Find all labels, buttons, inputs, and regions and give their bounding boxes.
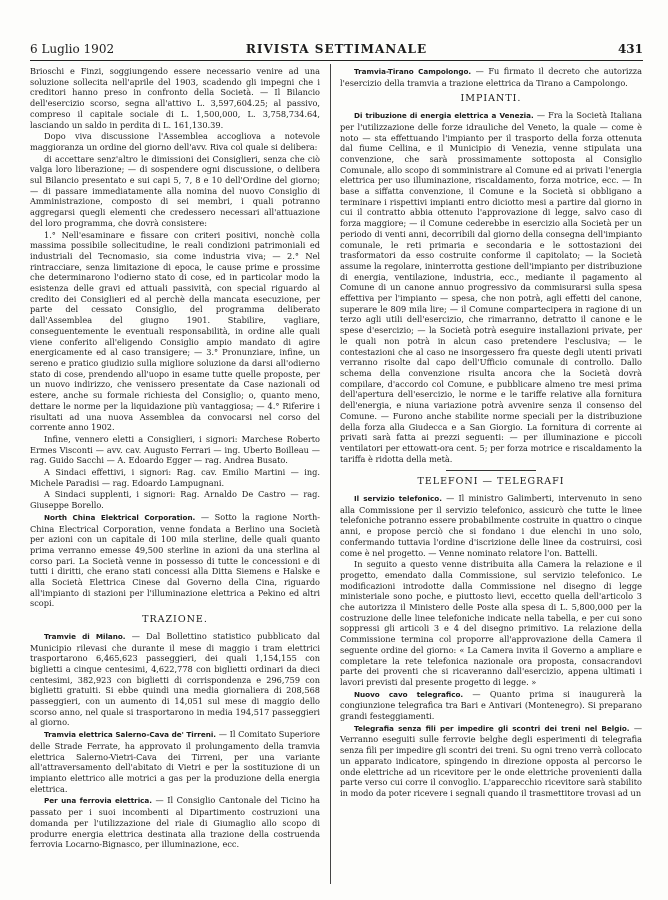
article-text: — Verranno eseguiti sulle ferrovie belghe degli esperimenti di telegrafia senza fili per impedire gli scontri dei treni. Su ogni treno verrà collocato un apparato indicatore, spingendo in direzione opposta al percorso le onde elettriche ad un ricevitore per le onde elettriche provenienti dalla parte verso cui corre il convoglio. L'apparecchio ricevitore sarà stabilito in modo da poter ricevere i segnali quando il trasmettitore trovasi ad un	[340, 722, 642, 798]
article-text: — Quanto prima si inaugurerà la congiunzione telegrafica tra Bari e Antivari (Montenegro). Si preparano grandi festeggiamenti.	[340, 688, 642, 722]
header-rule	[30, 60, 643, 61]
article-ferrovia-elettrica	[30, 795, 320, 850]
section-heading-impianti: IMPIANTI.	[460, 93, 522, 105]
paragraph: Brioschi e Finzi, soggiungendo essere necessario venire ad una soluzione sollecita nell'aprile del 1903, scadendo gli impegni che i creditori hanno preso in confronto della Società. — Il Bilancio dell'esercizio scorso, segna all'attivo L. 3,597,604.25; al passivo, compreso il capitale sociale di L. 1,500,000, L. 3,758,734.64, lasciando un saldo in perdita di L. 161,130.39.	[30, 66, 320, 130]
article-heading: Telegrafia senza fili per impedire gli scontri dei treni nel Belgio.	[354, 723, 630, 733]
page-header	[30, 42, 643, 62]
article-heading: Nuovo cavo telegrafico.	[354, 689, 464, 699]
paragraph: Infine, vennero eletti a Consiglieri, i signori: Marchese Roberto Ermes Visconti — avv. cav. Augusto Ferrari — ing. Uberto Boilleau — rag. Guido Sacchi — A. Edoardo Egger — rag. Andrea Busato.	[30, 433, 320, 466]
section-heading-trazione: TRAZIONE.	[142, 614, 208, 626]
paragraph: A Sindaci supplenti, i signori: Rag. Arnaldo De Castro — rag. Giuseppe Borello.	[30, 489, 320, 511]
paragraph: In seguito a questo venne distribuita alla Camera la relazione e il progetto, emendato dalla Commissione, sul servizio telefonico. Le modificazioni introdotte dalla Commissione nel disegno di legge ministeriale sono poche, e piuttosto lievi, eccetto quella dell'articolo 3 che autorizza il Ministero delle Poste alla spesa di L. 5,800,000 per la costruzione delle linee telefoniche indicate nella tabella, e per cui sono soppressi gli articoli 3 e 4 del disegno primitivo. La relazione della Commissione termina col proporre all'approvazione della Camera il seguente ordine del giorno: « La Camera invita il Governo a ampliare e completare la rete telefonica nazionale ora proposta, consacrandovi parte dei proventi che si ricaveranno dall'esercizio, appena ultimati i lavori previsti dal presente progetto di legge. »	[340, 559, 642, 687]
article-text: — Dal Bollettino statistico pubblicato dal Municipio rilevasi che durante il mese di maggio i tram elettrici trasportarono 6,465,623 passeggieri, dei quali 1,154,155 con biglietti a cinque centesimi, 4,622,778 con biglietti ordinari da dieci centesimi, 382,923 con biglietti di corrispondenza e 296,759 con biglietti gratuiti. Si ebbe quindi una media giornaliera di 208,568 passeggieri, con un aumento di 14,051 sul mese di maggio dello scorso anno, nel quale si trasportarono in media 194,517 passeggieri al giorno.	[30, 630, 320, 728]
page-number: 431	[617, 42, 643, 56]
article-text: — Il Comitato Superiore delle Strade Ferrate, ha approvato il prolungamento della tramvia elettrica Salerno-Vietri-Cava dei Tirreni, per una variante all'attraversamento dell'abitato di Vietri e per la sostituzione di un impianto elettrico alle motrici a gas per la produzione della energia elettrica.	[30, 729, 320, 794]
article-text: — Sotto la ragione North-China Electrical Corporation, venne fondata a Berlino una Società per azioni con un capitale di 100 mila sterline, delle quali quanto prima verranno emesse 49,500 sterline in azioni da una sterlina al corso pari. La Società venne in possesso di tutte le concessioni e di tutti i diritti, che erano stati concessi alla Ditta Siemens e Halske e alla Società Elettrica Cinese dal Governo della Cina, riguardo all'impianto di stazioni per l'illuminazione elettrica a Pekino ed altri scopi.	[30, 511, 320, 609]
section-heading-telefoni: TELEFONI — TELEGRAFI	[417, 476, 565, 488]
article-heading: Tramvie di Milano.	[44, 631, 126, 641]
article-heading: Per una ferrovia elettrica.	[44, 796, 152, 806]
paragraph: Dopo viva discussione l'Assemblea accogliova a notevole maggioranza un ordine del giorno dell'avv. Riva col quale si delibera:	[30, 131, 320, 152]
paragraph: A Sindaci effettivi, i signori: Rag. cav. Emilio Martini — ing. Michele Paradisi — rag. Edoardo Lampugnani.	[30, 467, 320, 488]
article-heading: Il servizio telefonico.	[354, 494, 442, 504]
article-heading: Tramvia elettrica Salerno-Cava de' Tirreni.	[44, 730, 217, 740]
article-tramvie-milano	[30, 631, 320, 728]
section-rule	[446, 470, 536, 471]
article-venezia	[340, 110, 642, 464]
article-text: — Il Consiglio Cantonale del Ticino ha passato per i suoi incombenti al Dipartimento costruzioni una domanda per l'utilizzazione del riale di Giumaglio allo scopo di produrre energia elettrica destinata alla trazione della costruenda ferrovia Locarno-Bignasco, per illuminazione, ecc.	[30, 795, 320, 850]
column-divider	[330, 64, 331, 884]
article-heading: Di tribuzione di energia elettrica a Venezia.	[354, 111, 534, 121]
left-column	[30, 66, 320, 851]
article-heading: Tramvia-Tirano Campolongo.	[354, 67, 472, 76]
paragraph: di accettare senz'altro le dimissioni dei Consiglieri, senza che ciò valga loro liberazione; — di sospendere ogni discussione, o delibera sul Bilancio presentato e sui capi 5, 7, 8 e 10 dell'Ordine del giorno; — di passare immediatamente alla nomina del nuovo Consiglio di Amministrazione, composto di sei membri, i quali potranno aggregarsi quegli elementi che credessero necessari all'attuazione del loro programma, che dovrà consistere:	[30, 153, 320, 228]
journal-title: RIVISTA SETTIMANALE	[245, 42, 428, 56]
right-column	[340, 66, 642, 800]
issue-date: 6 Luglio 1902	[30, 42, 115, 56]
article-telegrafia-senza-fili	[340, 723, 642, 799]
article-cavo-telegrafico	[340, 689, 642, 722]
article-servizio-telefonico	[340, 493, 642, 558]
article-text: — Fu firmato il decreto che autorizza l'esercizio della tramvia a trazione elettrica da Tirano a Campolongo.	[340, 66, 642, 88]
article-text: — Fra la Società Italiana per l'utilizzazione delle forze idrauliche del Veneto, la quale — come è noto — sta effettuando l'impianto per il trasporto della forza ottenuta dal fiume Cellina, e il Municipio di Venezia, venne stipulata una convenzione, che sarà prossimamente sottoposta al Consiglio Comunale, allo scopo di somministrare al Comune ed ai privati l'energia elettrica per uso illuminazione, riscaldamento, forza motrice, ecc. — In base a siffatta convenzione, il Comune e la Società si obbligano a terminare i rispettivi impianti entro diciotto mesi a partire dal giorno in cui il contratto abbia ottenuto l'approvazione di legge, salvo caso di forza maggiore; — il Comune cederebbe in esercizio alla Società per un periodo di venti anni, decorribili dal giorno della consegna dell'impianto comunale, le reti primaria e secondaria e le sottostazioni dei trasformatori da esso costruite conforme il capitolato; — la Società assume la regolare, ininterrotta gestione dell'impianto per distribuzione di energia, ventilazione, industria, ecc., mediante il pagamento al Comune di un canone annuo progressivo da commisurarsi sulla spesa effettiva per l'impianto — spesa, che non potrà, agli effetti del canone, superare le 809 mila lire; — il Comune compartecipera in ragione di un terzo agli utili dell'esercizio, che rimarranno, detratto il canone e le spese d'esercizio; — la Società potrà eseguire installazioni private, per le quali non potrà in alcun caso pretendere l'esclusiva; — le contestazioni che al caso ne insorgessero fra queste degli utenti privati verranno risolte dal capo dell'Ufficio comunale di controllo. Dallo schema della convenzione risulta ancora che la Società dovrà compilare, d'accordo col Comune, e pubblicare almeno tre mesi prima dell'apertura dell'esercizio, le norme e le tariffe relative alla fornitura dell'energia, e niuna variazione potrà avvenire senza il consenso del Comune. — Furono anche stabilite norme speciali per la distribuzione della forza alla Giudecca e a San Giorgio. La fornitura di corrente ai privati sarà fatta ai prezzi seguenti: — per illuminazione e piccoli ventilatori per ettowatt-ora cent. 5; per forza motrice e riscaldamento la tariffa è ridotta della metà.	[340, 110, 642, 464]
paragraph: 1.° Nell'esaminare e fissare con criteri positivi, nonchè colla massima possibile sollecitudine, le reali condizioni patrimoniali ed industriali del Tecnomasio, sia come industria viva; — 2.° Nel rintracciare, senza limitazione di epoca, le cause prime e prossime che determinarono l'odierno stato di cose, ed in particolar modo la esistenza delle gravi ed attuali passività, con special riguardo al credito dei Consiglieri ed al perchè della mancata esecuzione, per parte del cessato Consiglio, del programma deliberato dall'Assemblea del giugno 1901. Stabilire, vagliare, conseguentemente le eventuali responsabilità, in ordine alle quali viene conferito all'eligendo Consiglio ampio mandato di agire energicamente ed al caso transigere; — 3.° Pronunziare, infine, un sereno e pratico giudizio sulla migliore soluzione da darsi all'odierno stato di cose, prendendo all'uopo in esame tutte quelle proposte, per un nuovo indirizzo, che venissero presentate da Case nazionali od estere, anche su formale richiesta del Consiglio; o, quanto meno, dettare le norme per la liquidazione più vantaggiosa; — 4.° Riferire i risultati ad una nuova Assemblea da convocarsi nel corso del corrente anno 1902.	[30, 229, 320, 433]
article-text: — Il ministro Galimberti, intervenuto in seno alla Commissione per il servizio telefonico, assicurò che tutte le linee telefoniche potranno essere probabilmente costruite in quattro o cinque anni, e propose perciò che si fondano i due elenchi in uno solo, confermando tuttavia l'ordine d'iscrizione delle linee da costruirsi, così come è nel progetto. — Venne nominato relatore l'on. Battelli.	[340, 493, 642, 558]
article-salerno-cava	[30, 729, 320, 794]
article-tirano-campolongo	[340, 66, 642, 88]
article-heading: North China Elektrical Corporation.	[44, 512, 196, 522]
article-north-china	[30, 512, 320, 609]
